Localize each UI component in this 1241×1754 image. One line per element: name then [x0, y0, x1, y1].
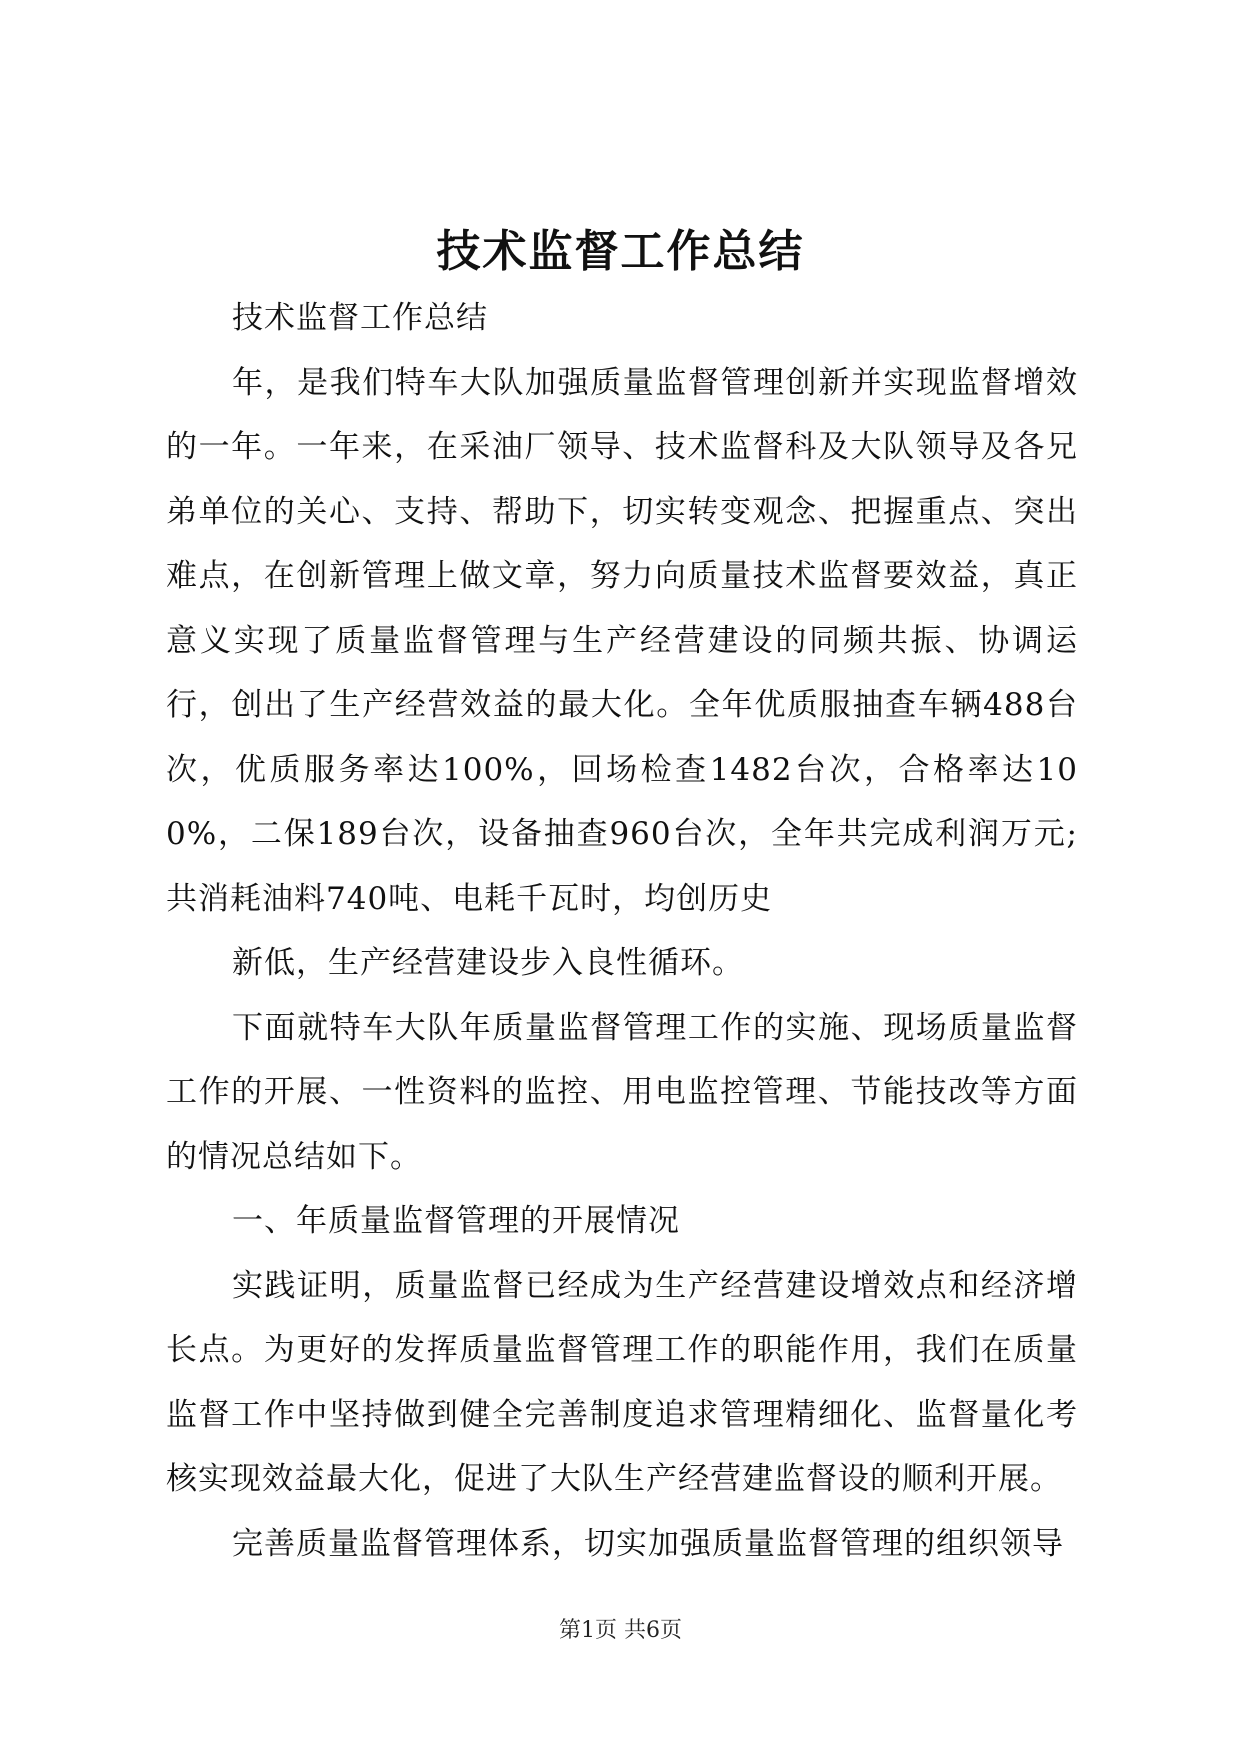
paragraph-heading: 技术监督工作总结 — [232, 300, 488, 336]
paragraph-practice: 实践证明，质量监督已经成为生产经营建设增效点和经济增长点。为更好的发挥质量监督管理工作的职能作用，我们在质量监督工作中坚持做到健全完善制度追求管理精细化、监督量化考核实现效益最大化，促进了大队生产经营建监督设的顺利开展。 — [166, 1267, 1078, 1497]
paragraph-system: 完善质量监督管理体系，切实加强质量监督管理的组织领导 — [232, 1525, 1064, 1562]
paragraph-continuation: 新低，生产经营建设步入良性循环。 — [232, 945, 744, 981]
document-title: 技术监督工作总结 — [436, 226, 805, 277]
section-heading-1: 一、年质量监督管理的开展情况 — [232, 1203, 680, 1239]
paragraph-annual-summary: 年，是我们特车大队加强质量监督管理创新并实现监督增效的一年。一年来，在采油厂领导、技术监督科及大队领导及各兄弟单位的关心、支持、帮助下，切实转变观念、把握重点、突出难点，在创新管理上做文章，努力向质量技术监督要效益，真正意义实现了质量监督管理与生产经营建设的同频共振、协调运行，创出了生产经营效益的最大化。全年优质服抽查车辆488台次，优质服务率达100%，回场检查1482台次，合格率达100%，二保189台次，设备抽查960台次，全年共完成利润万元;共消耗油料740吨、电耗千瓦时，均创历史 — [166, 364, 1078, 917]
page-footer: 第1页 共6页 — [559, 1618, 682, 1643]
paragraph-overview: 下面就特车大队年质量监督管理工作的实施、现场质量监督工作的开展、一性资料的监控、用电监控管理、节能技改等方面的情况总结如下。 — [166, 1009, 1078, 1175]
document-body — [166, 286, 1078, 1576]
